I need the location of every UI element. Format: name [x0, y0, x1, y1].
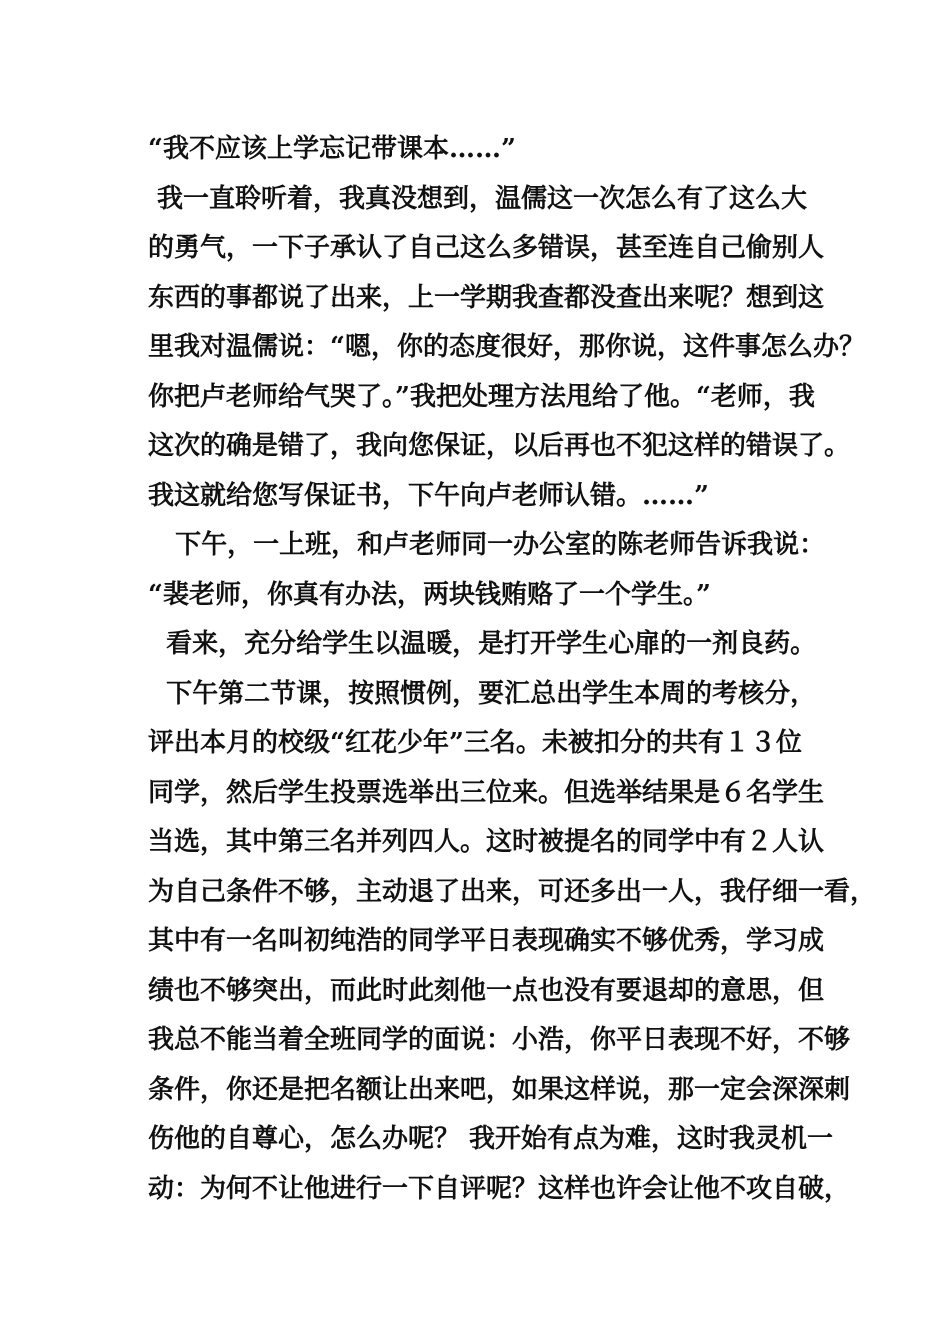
text-line: 你把卢老师给气哭了。”我把处理方法甩给了他。“老师，我	[148, 381, 815, 412]
text-line: 东西的事都说了出来，上一学期我查都没查出来呢？想到这	[148, 282, 825, 313]
text-line: 评出本月的校级“红花少年”三名。未被扣分的共有１３位	[148, 728, 802, 758]
text-line: 为自己条件不够，主动退了出来，可还多出一人，我仔细一看，	[148, 876, 877, 907]
text-line: 我总不能当着全班同学的面说：小浩，你平日表现不好，不够	[148, 1025, 851, 1055]
text-line: 动：为何不让他进行一下自评呢？这样也许会让他不攻自破，	[148, 1173, 851, 1204]
text-line: “裴老师，你真有办法，两块钱贿赂了一个学生。”	[148, 579, 711, 610]
text-line: 我一直聆听着，我真没想到，温儒这一次怎么有了这么大	[148, 183, 808, 214]
text-line: 同学，然后学生投票选举出三位来。但选举结果是６名学生	[148, 777, 825, 808]
text-line: 绩也不够突出，而此时此刻他一点也没有要退却的意思，但	[148, 975, 825, 1006]
text-line: “我不应该上学忘记带课本……”	[148, 134, 516, 164]
body-text	[148, 125, 877, 1214]
text-line: 伤他的自尊心，怎么办呢？ 我开始有点为难，这时我灵机一	[148, 1124, 834, 1154]
text-line: 下午第二节课，按照惯例，要汇总出学生本周的考核分，	[148, 678, 817, 709]
text-line: 条件，你还是把名额让出来吧，如果这样说，那一定会深深刺	[148, 1074, 851, 1105]
text-line: 下午，一上班，和卢老师同一办公室的陈老师告诉我说：	[148, 530, 826, 560]
text-line: 看来，充分给学生以温暖，是打开学生心扉的一剂良药。	[148, 629, 817, 659]
text-line: 其中有一名叫初纯浩的同学平日表现确实不够优秀，学习成	[148, 926, 825, 956]
text-line: 这次的确是错了，我向您保证，以后再也不犯这样的错误了。	[148, 431, 851, 461]
text-line: 里我对温儒说：“嗯，你的态度很好，那你说，这件事怎么办？	[148, 332, 865, 362]
text-line: 的勇气，一下子承认了自己这么多错误，甚至连自己偷别人	[148, 233, 825, 263]
text-line: 我这就给您写保证书，下午向卢老师认错。……”	[148, 480, 709, 511]
text-line: 当选，其中第三名并列四人。这时被提名的同学中有２人认	[148, 827, 825, 857]
